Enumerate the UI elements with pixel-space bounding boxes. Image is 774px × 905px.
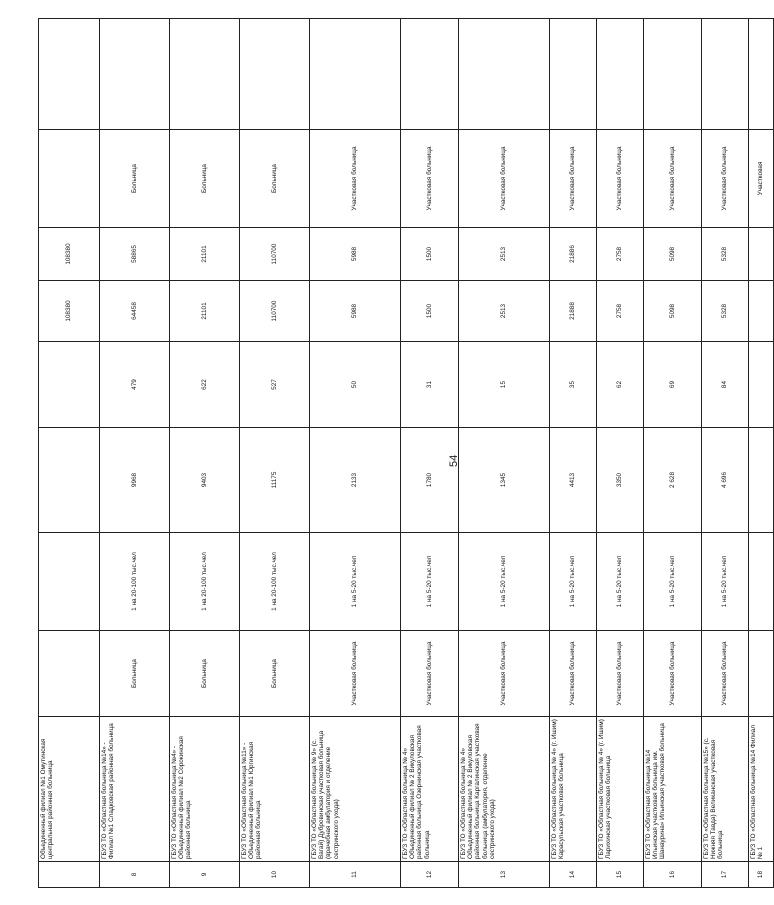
institution-name-cell: ГБУЗ ТО «Областная больница №14» - Филиал №1 Сладковская районная больница [100,717,170,862]
value-cell: 479 [100,342,170,428]
count-cell: 1500 [401,281,459,342]
row-number-cell: 16 [644,862,702,888]
facility-type-cell: Участковая больница [702,631,749,717]
population-cell: 4413 [550,428,597,533]
institution-name-cell: ГБУЗ ТО «Областная больница № 4» Объединенный филиал № 2 Викуловская районная больница Озернинская участковая больница [401,717,459,862]
facility-type-cell: Участковая больница [597,631,644,717]
row-number-cell: 8 [100,862,170,888]
population-cell: 1780 [401,428,459,533]
norm-cell: 1 на 5-20 тыс.чел [702,533,749,631]
facility-type-cell: Участковая больница [401,631,459,717]
facility-type-cell: Участковая больница [597,130,644,228]
norm-cell: 1 на 5-20 тыс.чел [644,533,702,631]
institution-name-cell: ГБУЗ ТО «Областная больница №4» - Объединенный филиал №2 Сорокинская районная больница [170,717,240,862]
norm-cell [749,533,774,631]
table-row [597,19,644,888]
count-cell: 58865 [100,228,170,281]
institution-name-cell: ГБУЗ ТО «Областная больница №11» - Объединенный филиал №1 Юргинская районная больница [240,717,310,862]
population-cell: 9403 [170,428,240,533]
institution-name-cell: ГБУЗ ТО «Областная больница №15» (с. Нижняя Тавда) Великанская участковая больница [702,717,749,862]
facility-type-cell: Участковая больница [310,631,401,717]
value-cell: 69 [644,342,702,428]
facility-type-cell: Больница [170,130,240,228]
count-cell: 21886 [550,228,597,281]
table-row [240,19,310,888]
count-cell: 2513 [459,228,550,281]
population-cell [39,428,100,533]
table-row [310,19,401,888]
institution-name-cell: ГБУЗ ТО «Областная больница №14 Ильинская участковая больница им. Шанаурина» Ильинская участковая больница [644,717,702,862]
extra-cell [39,19,100,130]
count-cell [749,281,774,342]
facility-type-cell: Участковая больница [459,130,550,228]
facility-type-cell: Больница [100,631,170,717]
value-cell: 15 [459,342,550,428]
table-row [702,19,749,888]
population-cell: 4 696 [702,428,749,533]
institution-name-cell: ГБУЗ ТО «Областная больница № 4» (г. Ишим) Ларихинская участковая больница [597,717,644,862]
population-cell [749,428,774,533]
value-cell: 62 [597,342,644,428]
facility-type-cell: Участковая больница [401,130,459,228]
table-row [100,19,170,888]
population-cell: 9968 [100,428,170,533]
row-number-cell: 10 [240,862,310,888]
facility-type-cell: Участковая [749,130,774,228]
facility-type-cell: Участковая больница [459,631,550,717]
value-cell: 50 [310,342,401,428]
population-cell: 2133 [310,428,401,533]
norm-cell: 1 на 5-20 тыс.чел [310,533,401,631]
facility-type-cell: Больница [170,631,240,717]
extra-cell [597,19,644,130]
count-cell: 110700 [240,228,310,281]
hospital-table [38,18,774,888]
table-row [170,19,240,888]
count-cell: 108380 [39,228,100,281]
institution-name-cell: ГБУЗ ТО «Областная больница № 4» Объединенный филиал № 2 Викуловская районная больница Каргалинская участковая больница (амбулатория, отделение сестринского ухода) [459,717,550,862]
extra-cell [702,19,749,130]
count-cell: 110700 [240,281,310,342]
facility-type-cell: Участковая больница [310,130,401,228]
facility-type-cell [39,631,100,717]
page-number: 54 [448,454,460,467]
norm-cell: 1 на 5-20 тыс.чел [550,533,597,631]
population-cell: 11175 [240,428,310,533]
row-number-cell: 13 [459,862,550,888]
facility-type-cell [749,631,774,717]
facility-type-cell: Участковая больница [702,130,749,228]
extra-cell [170,19,240,130]
norm-cell: 1 на 20-100 тыс.чел [100,533,170,631]
row-number-cell: 12 [401,862,459,888]
facility-type-cell: Больница [240,130,310,228]
institution-name-cell: ГБУЗ ТО «Областная больница № 9» (с. Вагай) Дубровинская участковая больница (врачебная амбулатория и отделение сестринского ухода) [310,717,401,862]
extra-cell [644,19,702,130]
count-cell: 2758 [597,228,644,281]
count-cell: 5098 [644,228,702,281]
extra-cell [240,19,310,130]
extra-cell [100,19,170,130]
row-number-cell: 17 [702,862,749,888]
extra-cell [459,19,550,130]
count-cell: 5988 [310,281,401,342]
count-cell: 2513 [459,281,550,342]
row-number-cell: 18 [749,862,774,888]
institution-name-cell: ГБУЗ ТО «Областная больница №14 Филиал № 1 [749,717,774,862]
row-number-cell [39,862,100,888]
norm-cell: 1 на 20-100 тыс.чел [240,533,310,631]
extra-cell [749,19,774,130]
value-cell [749,342,774,428]
value-cell: 35 [550,342,597,428]
table-row [749,19,774,888]
institution-name-cell: ГБУЗ ТО «Областная больница № 4» (г. Ишим) Карасульская участковая больница [550,717,597,862]
value-cell: 84 [702,342,749,428]
row-number-cell: 11 [310,862,401,888]
table-row [39,19,100,888]
table-row [550,19,597,888]
table-row [459,19,550,888]
facility-type-cell: Участковая больница [550,130,597,228]
facility-type-cell: Больница [100,130,170,228]
table-row [401,19,459,888]
count-cell: 5988 [310,228,401,281]
row-number-cell: 14 [550,862,597,888]
extra-cell [401,19,459,130]
extra-cell [550,19,597,130]
population-cell: 3350 [597,428,644,533]
count-cell [749,228,774,281]
norm-cell: 1 на 5-20 тыс.чел [401,533,459,631]
facility-type-cell: Больница [240,631,310,717]
count-cell: 21101 [170,281,240,342]
count-cell: 108380 [39,281,100,342]
value-cell: 31 [401,342,459,428]
count-cell: 21888 [550,281,597,342]
count-cell: 5098 [644,281,702,342]
value-cell [39,342,100,428]
norm-cell: 1 на 20-100 тыс.чел [170,533,240,631]
count-cell: 5328 [702,281,749,342]
count-cell: 5328 [702,228,749,281]
norm-cell: 1 на 5-20 тыс.чел [597,533,644,631]
count-cell: 1500 [401,228,459,281]
value-cell: 527 [240,342,310,428]
facility-type-cell: Участковая больница [550,631,597,717]
population-cell: 2 628 [644,428,702,533]
extra-cell [310,19,401,130]
value-cell: 622 [170,342,240,428]
row-number-cell: 9 [170,862,240,888]
facility-type-cell: Участковая больница [644,631,702,717]
norm-cell [39,533,100,631]
table-row [644,19,702,888]
count-cell: 21101 [170,228,240,281]
population-cell: 1345 [459,428,550,533]
count-cell: 64458 [100,281,170,342]
facility-type-cell: Участковая больница [644,130,702,228]
norm-cell: 1 на 5-20 тыс.чел [459,533,550,631]
facility-type-cell [39,130,100,228]
count-cell: 2758 [597,281,644,342]
institution-name-cell: Объединенный филиал №1 Омутинская центральная районная больница [39,717,100,862]
row-number-cell: 15 [597,862,644,888]
